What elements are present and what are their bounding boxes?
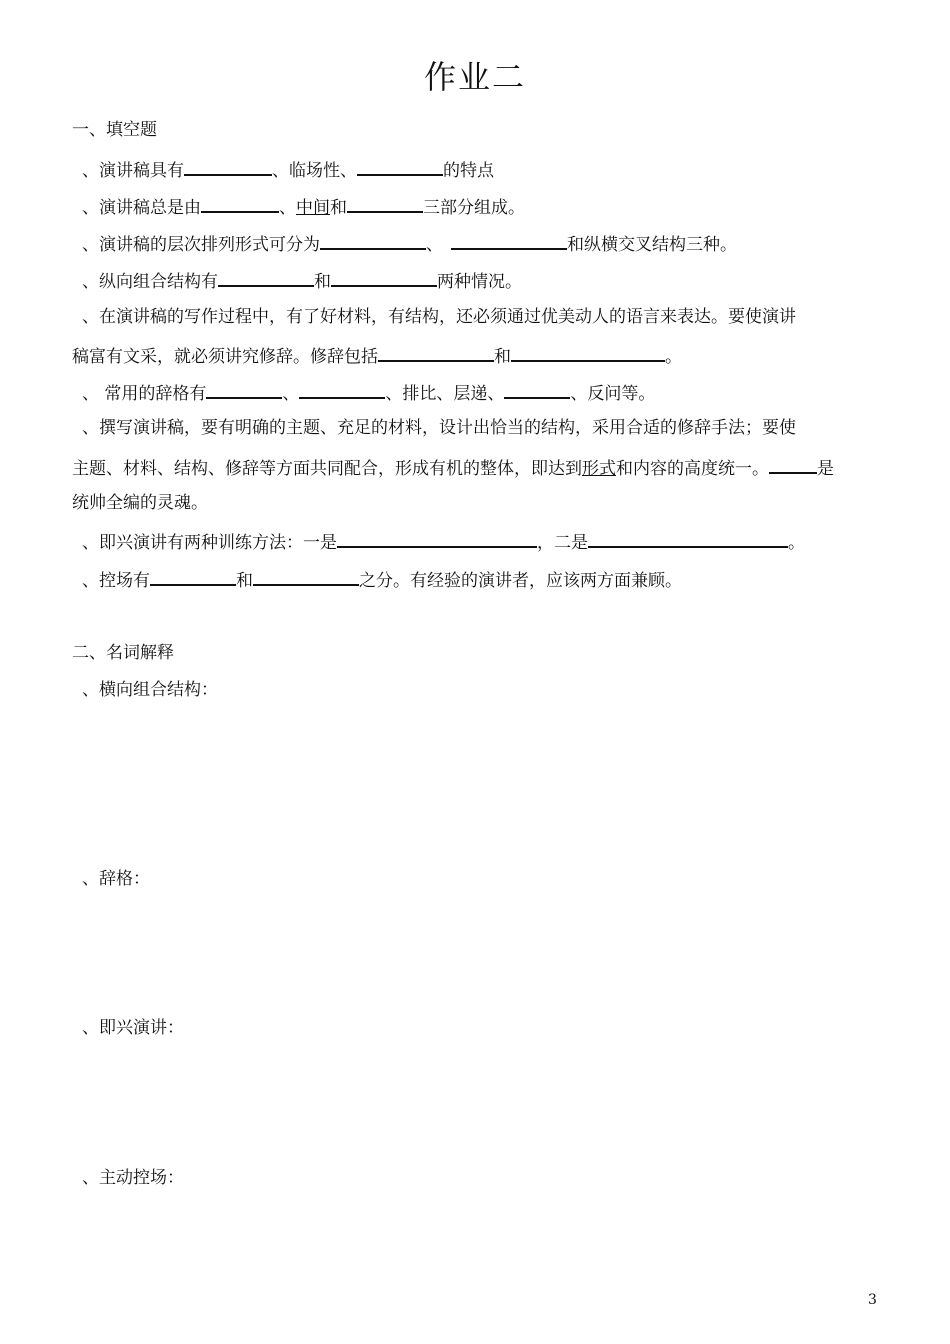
question-7-line-1: 、撰写演讲稿，要有明确的主题、充足的材料，设计出恰当的结构，采用合适的修辞手法；要使: [82, 418, 796, 438]
question-7-line-2: [72, 454, 880, 481]
q1-blank-1[interactable]: [184, 156, 272, 176]
question-3: [72, 230, 880, 257]
q2-blank-1[interactable]: [201, 193, 279, 213]
q4-blank-1[interactable]: [218, 267, 314, 287]
section-1-heading: 一、填空题: [72, 120, 157, 140]
q2-blank-2[interactable]: [347, 193, 423, 213]
question-5-line-2: [72, 342, 880, 369]
question-2: [72, 193, 880, 220]
q2-text-b: 、: [279, 198, 296, 218]
question-8: [72, 528, 880, 555]
q6-blank-3[interactable]: [504, 379, 570, 399]
q1-blank-2[interactable]: [357, 156, 443, 176]
term-3: 、即兴演讲：: [82, 1018, 184, 1038]
q6-text-d: 、反问等。: [570, 384, 656, 404]
q2-text-c: 中间: [296, 198, 330, 218]
q4-text-a: 、纵向组合结构有: [82, 272, 218, 292]
q8-text-a: 、即兴演讲有两种训练方法：一是: [82, 533, 337, 553]
q5-text-c: 。: [665, 347, 682, 367]
q6-text-a: 、 常用的辞格有: [82, 384, 207, 404]
page-title: 作业二: [423, 58, 526, 96]
q6-text-b: 、: [282, 384, 300, 404]
term-2: 、辞格：: [82, 869, 150, 889]
question-5-line-1: 、在演讲稿的写作过程中，有了好材料，有结构，还必须通过优美动人的语言来表达。要使演讲: [82, 307, 796, 327]
q4-text-b: 和: [314, 272, 331, 292]
q7-text-b: 形式: [582, 459, 616, 479]
q8-blank-2[interactable]: [588, 528, 788, 548]
q8-text-c: 。: [788, 533, 805, 553]
q6-text-c: 、排比、层递、: [385, 384, 505, 404]
question-9: [72, 566, 880, 593]
q6-blank-1[interactable]: [206, 379, 282, 399]
question-1: [72, 156, 880, 183]
q2-text-e: 三部分组成。: [423, 198, 525, 218]
q9-blank-1[interactable]: [150, 566, 236, 586]
q3-text-c: 和纵横交叉结构三种。: [567, 235, 737, 255]
q3-blank-2[interactable]: [451, 230, 567, 250]
q6-blank-2[interactable]: [299, 379, 385, 399]
q9-text-c: 之分。有经验的演讲者，应该两方面兼顾。: [359, 571, 682, 591]
q1-text-a: 、演讲稿具有: [82, 161, 184, 181]
question-4: [72, 267, 880, 294]
q1-text-b: 、临场性、: [272, 161, 357, 181]
q7-text-d: 是: [817, 459, 834, 479]
q5-blank-1[interactable]: [378, 342, 494, 362]
q4-text-c: 两种情况。: [437, 272, 522, 292]
q5-text-a: 稿富有文采，就必须讲究修辞。修辞包括: [72, 347, 378, 367]
question-6: [72, 379, 880, 406]
q5-text-b: 和: [494, 347, 511, 367]
q5-blank-2[interactable]: [511, 342, 665, 362]
q3-text-a: 、演讲稿的层次排列形式可分为: [82, 235, 320, 255]
question-7-line-3: 统帅全编的灵魂。: [72, 493, 208, 513]
q4-blank-2[interactable]: [331, 267, 437, 287]
term-4: 、主动控场：: [82, 1168, 184, 1188]
q9-blank-2[interactable]: [253, 566, 359, 586]
section-2-heading: 二、名词解释: [72, 643, 174, 663]
q9-text-a: 、控场有: [82, 571, 150, 591]
q7-text-a: 主题、材料、结构、修辞等方面共同配合，形成有机的整体，即达到: [72, 459, 582, 479]
q7-text-c: 和内容的高度统一。: [616, 459, 769, 479]
q8-text-b: ，二是: [537, 533, 588, 553]
q1-text-c: 的特点: [443, 161, 494, 181]
term-1: 、横向组合结构：: [82, 680, 218, 700]
q2-text-a: 、演讲稿总是由: [82, 198, 201, 218]
q7-blank-1[interactable]: [769, 454, 817, 474]
page-number: 3: [868, 1292, 877, 1308]
q8-blank-1[interactable]: [337, 528, 537, 548]
q3-text-b: 、: [426, 235, 443, 255]
q9-text-b: 和: [236, 571, 253, 591]
q3-blank-1[interactable]: [320, 230, 426, 250]
q2-text-d: 和: [330, 198, 347, 218]
